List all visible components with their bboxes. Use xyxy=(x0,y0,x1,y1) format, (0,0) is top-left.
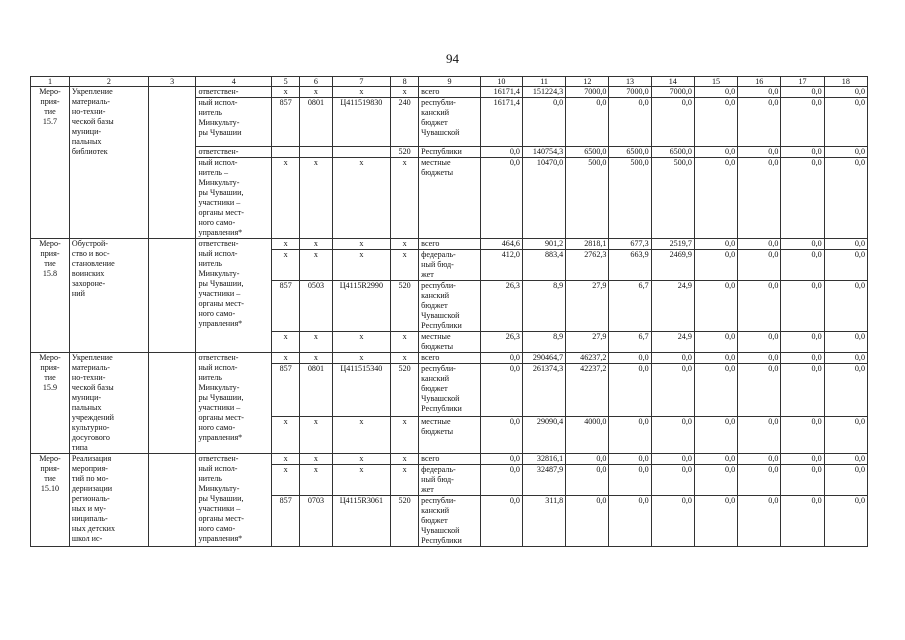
target-item-code: x xyxy=(332,239,390,250)
year-value: 0,0 xyxy=(738,239,781,250)
year-value: 0,0 xyxy=(694,281,737,332)
year-value: 0,0 xyxy=(651,496,694,547)
year-value: 0,0 xyxy=(824,239,867,250)
year-value: 6,7 xyxy=(609,281,651,332)
year-value: 0,0 xyxy=(480,496,522,547)
column-number: 8 xyxy=(391,77,419,87)
year-value: 32487,9 xyxy=(522,465,565,496)
target-item-code: x xyxy=(332,332,390,353)
expense-type-code: x xyxy=(391,250,419,281)
grbs-code: x xyxy=(272,332,300,353)
year-value: 27,9 xyxy=(566,332,609,353)
year-value: 0,0 xyxy=(738,364,781,417)
expense-type-code: x xyxy=(391,454,419,465)
funding-source: всего xyxy=(419,454,481,465)
funding-source: всего xyxy=(419,239,481,250)
year-value: 7000,0 xyxy=(651,87,694,98)
year-value: 0,0 xyxy=(781,364,824,417)
funding-source: федераль- ный бюд- жет xyxy=(419,250,481,281)
empty-cell xyxy=(148,454,196,547)
year-value: 0,0 xyxy=(480,364,522,417)
year-value: 4000,0 xyxy=(566,416,609,453)
section-code: 0801 xyxy=(300,98,332,147)
year-value: 0,0 xyxy=(738,158,781,239)
section-code: 0503 xyxy=(300,281,332,332)
section-code xyxy=(300,147,332,158)
target-item-code: x xyxy=(332,416,390,453)
funding-source: местные бюджеты xyxy=(419,332,481,353)
expense-type-code: x xyxy=(391,239,419,250)
grbs-code: x xyxy=(272,353,300,364)
grbs-code: x xyxy=(272,250,300,281)
grbs-code: 857 xyxy=(272,364,300,417)
year-value: 0,0 xyxy=(824,353,867,364)
year-value: 16171,4 xyxy=(480,87,522,98)
year-value: 0,0 xyxy=(781,332,824,353)
column-number: 4 xyxy=(196,77,272,87)
section-code: x xyxy=(300,158,332,239)
year-value: 412,0 xyxy=(480,250,522,281)
year-value: 24,9 xyxy=(651,281,694,332)
year-value: 0,0 xyxy=(738,281,781,332)
responsible-executor: ответствен- xyxy=(196,147,272,158)
grbs-code xyxy=(272,147,300,158)
target-item-code: x xyxy=(332,158,390,239)
year-value: 2519,7 xyxy=(651,239,694,250)
grbs-code: x xyxy=(272,239,300,250)
year-value: 46237,2 xyxy=(566,353,609,364)
year-value: 0,0 xyxy=(781,98,824,147)
year-value: 0,0 xyxy=(738,250,781,281)
column-number: 11 xyxy=(522,77,565,87)
year-value: 0,0 xyxy=(781,87,824,98)
year-value: 677,3 xyxy=(609,239,651,250)
target-item-code: Ц411515340 xyxy=(332,364,390,417)
year-value: 0,0 xyxy=(694,416,737,453)
target-item-code: Ц4115R2990 xyxy=(332,281,390,332)
year-value: 27,9 xyxy=(566,281,609,332)
year-value: 0,0 xyxy=(694,250,737,281)
funding-source: местные бюджеты xyxy=(419,158,481,239)
year-value: 0,0 xyxy=(781,158,824,239)
year-value: 0,0 xyxy=(824,454,867,465)
year-value: 883,4 xyxy=(522,250,565,281)
column-number: 14 xyxy=(651,77,694,87)
year-value: 0,0 xyxy=(781,416,824,453)
section-code: x xyxy=(300,239,332,250)
year-value: 0,0 xyxy=(738,147,781,158)
year-value: 0,0 xyxy=(694,87,737,98)
empty-cell xyxy=(148,353,196,454)
year-value: 0,0 xyxy=(824,496,867,547)
year-value: 0,0 xyxy=(781,281,824,332)
table-row xyxy=(31,87,868,98)
year-value: 500,0 xyxy=(651,158,694,239)
target-item-code xyxy=(332,147,390,158)
column-number: 18 xyxy=(824,77,867,87)
year-value: 0,0 xyxy=(824,98,867,147)
year-value: 0,0 xyxy=(522,98,565,147)
target-item-code: x xyxy=(332,353,390,364)
column-number: 1 xyxy=(31,77,70,87)
funding-source: Республики xyxy=(419,147,481,158)
year-value: 7000,0 xyxy=(566,87,609,98)
year-value: 0,0 xyxy=(609,416,651,453)
measure-name: Укрепление материаль- но-техни- ческой базы муници- пальных библиотек xyxy=(69,87,148,239)
grbs-code: x xyxy=(272,416,300,453)
column-number: 2 xyxy=(69,77,148,87)
year-value: 0,0 xyxy=(781,454,824,465)
year-value: 0,0 xyxy=(781,239,824,250)
year-value: 0,0 xyxy=(781,496,824,547)
section-code: x xyxy=(300,87,332,98)
year-value: 0,0 xyxy=(738,332,781,353)
measure-label: Меро- прия- тие 15.10 xyxy=(31,454,70,547)
year-value: 0,0 xyxy=(480,416,522,453)
budget-table xyxy=(30,76,868,547)
year-value: 0,0 xyxy=(566,465,609,496)
year-value: 0,0 xyxy=(651,465,694,496)
section-code: 0801 xyxy=(300,364,332,417)
year-value: 0,0 xyxy=(566,98,609,147)
year-value: 32816,1 xyxy=(522,454,565,465)
column-number: 12 xyxy=(566,77,609,87)
year-value: 0,0 xyxy=(480,353,522,364)
responsible-executor: ответствен- ный испол- нитель Минкульту- ры Чувашии, участники – органы мест- ного само- управления* xyxy=(196,454,272,547)
section-code: 0703 xyxy=(300,496,332,547)
year-value: 464,6 xyxy=(480,239,522,250)
measure-name: Укрепление материаль- но-техни- ческой базы муници- пальных учреждений культурно- досугового типа xyxy=(69,353,148,454)
expense-type-code: x xyxy=(391,87,419,98)
page-number: 94 xyxy=(446,51,459,66)
year-value: 0,0 xyxy=(609,98,651,147)
measure-name: Обустрой- ство и вос- становление воинских захороне- ний xyxy=(69,239,148,353)
column-number: 3 xyxy=(148,77,196,87)
year-value: 8,9 xyxy=(522,332,565,353)
year-value: 8,9 xyxy=(522,281,565,332)
funding-source: федераль- ный бюд- жет xyxy=(419,465,481,496)
year-value: 0,0 xyxy=(781,250,824,281)
section-code: x xyxy=(300,465,332,496)
year-value: 0,0 xyxy=(609,364,651,417)
year-value: 151224,3 xyxy=(522,87,565,98)
year-value: 0,0 xyxy=(609,496,651,547)
year-value: 0,0 xyxy=(824,465,867,496)
year-value: 0,0 xyxy=(651,98,694,147)
year-value: 2762,3 xyxy=(566,250,609,281)
year-value: 0,0 xyxy=(694,158,737,239)
year-value: 0,0 xyxy=(694,454,737,465)
measure-label: Меро- прия- тие 15.8 xyxy=(31,239,70,353)
year-value: 0,0 xyxy=(824,87,867,98)
section-code: x xyxy=(300,416,332,453)
year-value: 0,0 xyxy=(694,332,737,353)
responsible-executor: ный испол- нитель – Минкульту- ры Чувашии, участники – органы мест- ного само- управления* xyxy=(196,158,272,239)
year-value: 0,0 xyxy=(824,250,867,281)
year-value: 24,9 xyxy=(651,332,694,353)
year-value: 0,0 xyxy=(738,465,781,496)
expense-type-code: x xyxy=(391,158,419,239)
year-value: 0,0 xyxy=(609,454,651,465)
year-value: 0,0 xyxy=(480,454,522,465)
expense-type-code: 520 xyxy=(391,147,419,158)
year-value: 6500,0 xyxy=(566,147,609,158)
funding-source: всего xyxy=(419,87,481,98)
year-value: 0,0 xyxy=(694,364,737,417)
year-value: 0,0 xyxy=(480,147,522,158)
target-item-code: Ц4115R3061 xyxy=(332,496,390,547)
measure-name: Реализация мероприя- тий по мо- дернизации региональ- ных и му- ниципаль- ных детских школ ис- xyxy=(69,454,148,547)
year-value: 0,0 xyxy=(694,496,737,547)
year-value: 6500,0 xyxy=(651,147,694,158)
grbs-code: x xyxy=(272,465,300,496)
grbs-code: 857 xyxy=(272,281,300,332)
year-value: 2469,9 xyxy=(651,250,694,281)
year-value: 2818,1 xyxy=(566,239,609,250)
funding-source: республи- канский бюджет Чувашской Республики xyxy=(419,281,481,332)
section-code: x xyxy=(300,454,332,465)
column-number: 10 xyxy=(480,77,522,87)
target-item-code: x xyxy=(332,454,390,465)
year-value: 0,0 xyxy=(738,353,781,364)
year-value: 0,0 xyxy=(824,281,867,332)
section-code: x xyxy=(300,250,332,281)
year-value: 0,0 xyxy=(480,465,522,496)
year-value: 0,0 xyxy=(651,416,694,453)
year-value: 0,0 xyxy=(738,87,781,98)
year-value: 901,2 xyxy=(522,239,565,250)
year-value: 663,9 xyxy=(609,250,651,281)
empty-cell xyxy=(148,239,196,353)
year-value: 0,0 xyxy=(738,98,781,147)
year-value: 16171,4 xyxy=(480,98,522,147)
year-value: 0,0 xyxy=(651,454,694,465)
year-value: 10470,0 xyxy=(522,158,565,239)
target-item-code: x xyxy=(332,87,390,98)
expense-type-code: 520 xyxy=(391,496,419,547)
responsible-executor: ный испол- нитель Минкульту- ры Чувашии xyxy=(196,98,272,147)
year-value: 500,0 xyxy=(609,158,651,239)
year-value: 261374,3 xyxy=(522,364,565,417)
expense-type-code: 520 xyxy=(391,364,419,417)
year-value: 0,0 xyxy=(824,416,867,453)
year-value: 0,0 xyxy=(480,158,522,239)
year-value: 42237,2 xyxy=(566,364,609,417)
year-value: 0,0 xyxy=(824,364,867,417)
expense-type-code: 240 xyxy=(391,98,419,147)
responsible-executor: ответствен- ный испол- нитель Минкульту- ры Чувашии, участники – органы мест- ного само- управления* xyxy=(196,239,272,353)
grbs-code: 857 xyxy=(272,98,300,147)
column-number: 17 xyxy=(781,77,824,87)
year-value: 0,0 xyxy=(694,98,737,147)
funding-source: республи- канский бюджет Чувашской Республики xyxy=(419,364,481,417)
year-value: 0,0 xyxy=(609,465,651,496)
target-item-code: x xyxy=(332,465,390,496)
year-value: 29090,4 xyxy=(522,416,565,453)
year-value: 0,0 xyxy=(738,416,781,453)
year-value: 0,0 xyxy=(694,147,737,158)
empty-cell xyxy=(148,87,196,239)
year-value: 0,0 xyxy=(651,364,694,417)
funding-source: республи- канский бюджет Чувашской Республики xyxy=(419,496,481,547)
target-item-code: Ц411519830 xyxy=(332,98,390,147)
table-row xyxy=(31,239,868,250)
year-value: 0,0 xyxy=(824,147,867,158)
year-value: 6500,0 xyxy=(609,147,651,158)
year-value: 0,0 xyxy=(609,353,651,364)
year-value: 500,0 xyxy=(566,158,609,239)
year-value: 0,0 xyxy=(694,239,737,250)
year-value: 0,0 xyxy=(781,353,824,364)
grbs-code: 857 xyxy=(272,496,300,547)
measure-label: Меро- прия- тие 15.7 xyxy=(31,87,70,239)
column-number: 5 xyxy=(272,77,300,87)
funding-source: местные бюджеты xyxy=(419,416,481,453)
year-value: 0,0 xyxy=(781,147,824,158)
year-value: 0,0 xyxy=(824,332,867,353)
section-code: x xyxy=(300,353,332,364)
year-value: 26,3 xyxy=(480,332,522,353)
funding-source: республи- канский бюджет Чувашской xyxy=(419,98,481,147)
year-value: 0,0 xyxy=(781,465,824,496)
column-number: 16 xyxy=(738,77,781,87)
table-row xyxy=(31,353,868,364)
expense-type-code: x xyxy=(391,416,419,453)
measure-label: Меро- прия- тие 15.9 xyxy=(31,353,70,454)
year-value: 0,0 xyxy=(694,465,737,496)
column-number-row xyxy=(31,77,868,87)
year-value: 0,0 xyxy=(566,496,609,547)
year-value: 140754,3 xyxy=(522,147,565,158)
responsible-executor: ответствен- xyxy=(196,87,272,98)
expense-type-code: x xyxy=(391,332,419,353)
year-value: 7000,0 xyxy=(609,87,651,98)
year-value: 26,3 xyxy=(480,281,522,332)
column-number: 9 xyxy=(419,77,481,87)
table-row xyxy=(31,454,868,465)
target-item-code: x xyxy=(332,250,390,281)
section-code: x xyxy=(300,332,332,353)
year-value: 0,0 xyxy=(694,353,737,364)
grbs-code: x xyxy=(272,158,300,239)
year-value: 290464,7 xyxy=(522,353,565,364)
year-value: 0,0 xyxy=(651,353,694,364)
column-number: 7 xyxy=(332,77,390,87)
expense-type-code: x xyxy=(391,353,419,364)
grbs-code: x xyxy=(272,87,300,98)
year-value: 311,8 xyxy=(522,496,565,547)
year-value: 0,0 xyxy=(566,454,609,465)
funding-source: всего xyxy=(419,353,481,364)
year-value: 0,0 xyxy=(738,454,781,465)
column-number: 15 xyxy=(694,77,737,87)
responsible-executor: ответствен- ный испол- нитель Минкульту- ры Чувашии, участники – органы мест- ного само- управления* xyxy=(196,353,272,454)
expense-type-code: x xyxy=(391,465,419,496)
column-number: 6 xyxy=(300,77,332,87)
year-value: 0,0 xyxy=(824,158,867,239)
year-value: 0,0 xyxy=(738,496,781,547)
expense-type-code: 520 xyxy=(391,281,419,332)
grbs-code: x xyxy=(272,454,300,465)
column-number: 13 xyxy=(609,77,651,87)
year-value: 6,7 xyxy=(609,332,651,353)
